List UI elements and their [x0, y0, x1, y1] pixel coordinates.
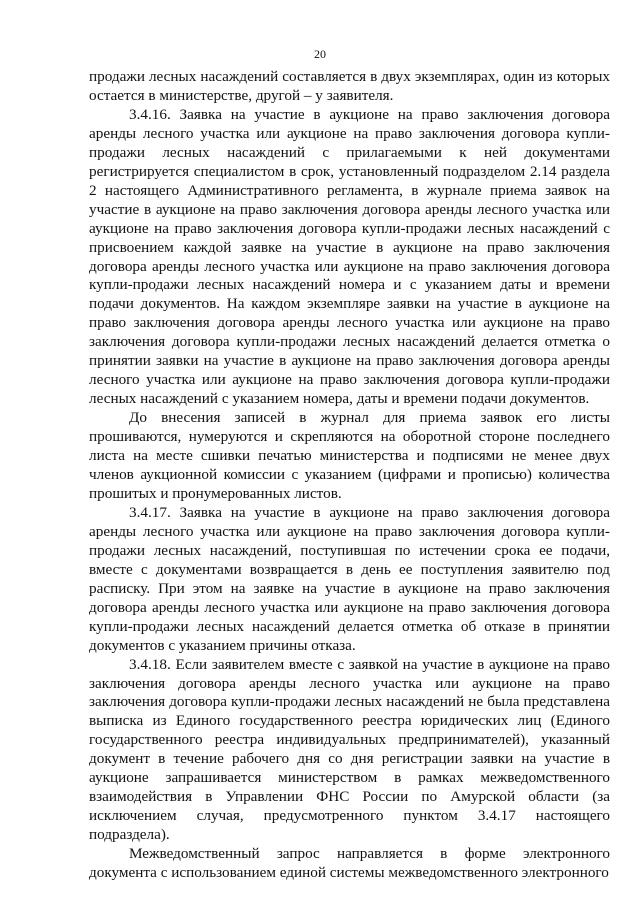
paragraph-3-4-17: 3.4.17. Заявка на участие в аукционе на право заключения договора аренды лесного участка или аукционе на право заключения договора купли-продажи лесных насаждений, поступившая по истечении срока ее подачи, вместе с документами возвращается в день ее поступления заявителю под расписку. При этом на заявке на участие в аукционе на право заключения договора аренды лесного участка или аукционе на право заключения договора купли-продажи лесных насаждений делается отметка об отказе в принятии документов с указанием причины отказа.: [89, 503, 610, 654]
paragraph-continuation: продажи лесных насаждений составляется в двух экземплярах, один из которых остается в министерстве, другой – у заявителя.: [89, 68, 610, 104]
paragraph-3-4-16: 3.4.16. Заявка на участие в аукционе на право заключения договора аренды лесного участка или аукционе на право заключения договора купли-продажи лесных насаждений с прилагаемыми к ней документами регистрируется специалистом в срок, установленный подразделом 2.14 раздела 2 настоящего Административного регламента, в журнале приема заявок на участие в аукционе на право заключения договора аренды лесного участка или аукционе на право заключения договора купли-продажи лесных насаждений с присвоением каждой заявке на участие в аукционе на право заключения договора аренды лесного участка или аукционе на право заключения договора купли-продажи лесных насаждений номера и с указанием даты и времени подачи документов. На каждом экземпляре заявки на участие в аукционе на право заключения договора аренды лесного участка или аукционе на право заключения договора купли-продажи лесных насаждений делается отметка о принятии заявки на участие в аукционе на право заключения договора аренды лесного участка или аукционе на право заключения договора купли-продажи лесных насаждений с указанием номера, даты и времени подачи документов.: [89, 105, 610, 408]
paragraph-journal-binding: До внесения записей в журнал для приема заявок его листы прошиваются, нумеруются и скрепляются на оборотной стороне последнего листа на месте сшивки печатью министерства и подписями не менее двух членов аукционной комиссии с указанием (цифрами и прописью) количества прошитых и пронумерованных листов.: [89, 409, 610, 502]
paragraph-interagency-request: Межведомственный запрос направляется в форме электронного документа с использованием единой системы межведомственного электронного: [89, 845, 610, 882]
paragraph-3-4-18: 3.4.18. Если заявителем вместе с заявкой на участие в аукционе на право заключения договора аренды лесного участка или аукционе на право заключения договора купли-продажи лесных насаждений не была представлена выписка из Единого государственного реестра юридических лиц (Единого государственного реестра индивидуальных предпринимателей), указанный документ в течение рабочего дня со дня регистрации заявки на участие в аукционе запрашивается министерством в рамках межведомственного взаимодействия в Управлении ФНС России по Амурской области (за исключением случая, предусмотренного пунктом 3.4.17 настоящего подраздела).: [89, 655, 610, 844]
document-body: [89, 68, 610, 883]
page-number: 20: [314, 47, 326, 61]
